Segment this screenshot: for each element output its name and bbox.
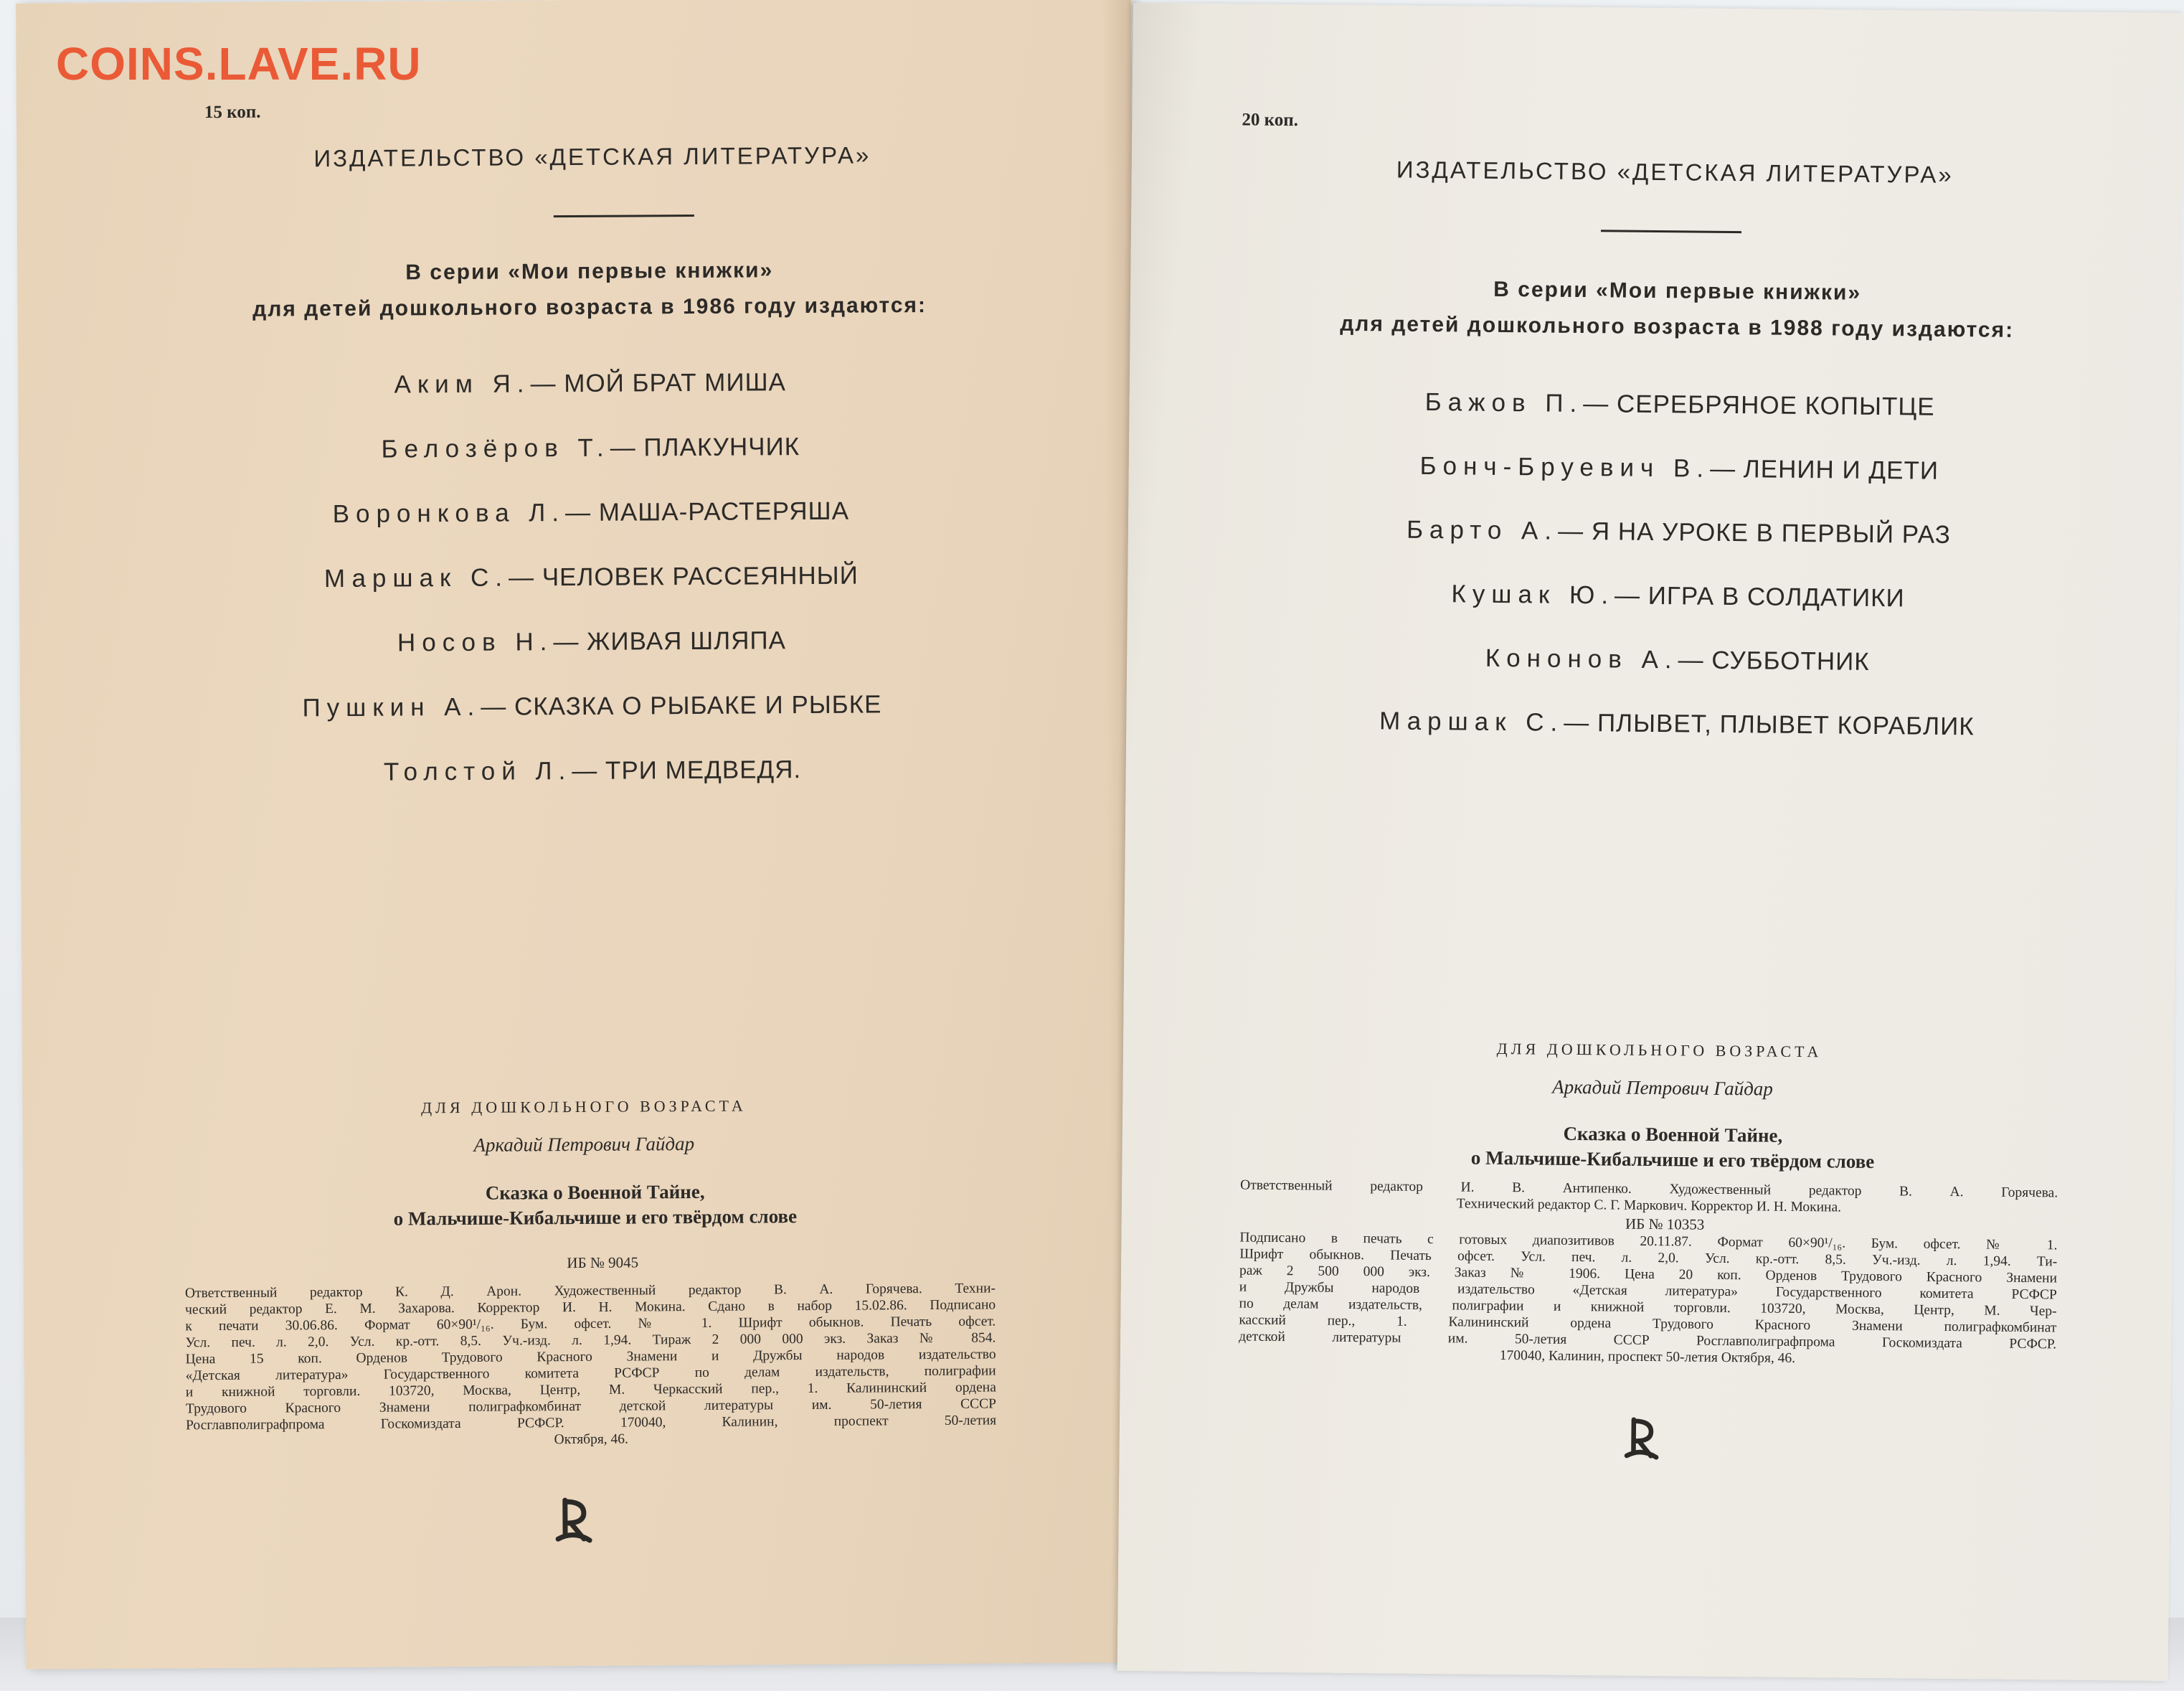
- book-author: Кононов А.: [1485, 644, 1678, 674]
- series-subtitle: для детей дошкольного возраста в 1988 году издаются:: [1340, 311, 2015, 342]
- book-author: Пушкин А.: [302, 692, 481, 722]
- book-title-line1: Сказка о Военной Тайне,: [1563, 1122, 1783, 1146]
- imprint-line: Шрифт обыкнов. Печать офсет. Усл. печ. л. 2,0. Усл. кр.-отт. 8,5. Уч.-изд. л. 1,94. Ти-: [1239, 1246, 2058, 1270]
- book-author: Кушак Ю.: [1451, 580, 1615, 610]
- publisher-logo-icon: [552, 1496, 595, 1546]
- imprint-line: и Дружбы народов издательство «Детская литература» Государственного комитета РСФСР: [1239, 1279, 2057, 1303]
- imprint-block: [185, 1280, 996, 1450]
- imprint-line: к печати 30.06.86. Формат 60×90¹/₁₆. Бум. офсет. № 1. Шрифт обыкнов. Печать офсет.: [185, 1314, 996, 1334]
- series-title: В серии «Мои первые книжки»: [1493, 277, 1862, 305]
- imprint-line: «Детская литература» Государственного комитета РСФСР по делам издательств, полиграфии: [185, 1363, 996, 1384]
- book-title-line2: о Мальчише-Кибальчише и его твёрдом слове: [1470, 1146, 1875, 1172]
- imprint-line: Октября, 46.: [554, 1431, 628, 1448]
- publisher-logo-icon: [1622, 1416, 1663, 1464]
- series-subtitle: для детей дошкольного возраста в 1986 году издаются:: [252, 293, 927, 321]
- book-entry: [20, 753, 1135, 788]
- book-author: Толстой Л.: [383, 757, 572, 786]
- imprint-line: Трудового Красного Знамени полиграфкомбинат детской литературы им. 50-летия СССР: [185, 1396, 997, 1417]
- book-entry: [19, 624, 1135, 659]
- age-label: ДЛЯ ДОШКОЛЬНОГО ВОЗРАСТА: [420, 1096, 747, 1117]
- imprint-line: 170040, Калинин, проспект 50-летия Октября, 46.: [1499, 1347, 1796, 1366]
- imprint-line: Технический редактор С. Г. Маркович. Корректор И. Н. Мокина.: [1456, 1196, 1842, 1215]
- book-title: — ПЛАКУНЧИК: [610, 433, 800, 462]
- book-entry: [1128, 577, 2178, 616]
- book-entry: [1129, 385, 2180, 424]
- book-author: Маршак С.: [1379, 707, 1564, 737]
- imprint-line: Усл. печ. л. 2,0. Усл. кр.-отт. 8,5. Уч.-изд. л. 1,94. Тираж 2 000 000 экз. Заказ № 854.: [185, 1330, 996, 1351]
- ib-number: ИБ № 9045: [567, 1253, 639, 1272]
- price: 15 коп.: [204, 102, 261, 123]
- divider-rule: [554, 215, 694, 217]
- book-author: Аким Я.: [394, 369, 531, 399]
- divider-rule: [1601, 230, 1741, 233]
- author-name: Аркадий Петрович Гайдар: [1552, 1075, 1773, 1100]
- series-title: В серии «Мои первые книжки»: [405, 258, 774, 285]
- imprint-line: раж 2 500 000 экз. Заказ № 1906. Цена 20 коп. Орденов Трудового Красного Знамени: [1239, 1263, 2058, 1286]
- book-entry: [1129, 449, 2180, 488]
- imprint-line: детской литературы им. 50-летия СССР Росглавполиграфпрома Госкомиздата РСФСР.: [1239, 1329, 2057, 1352]
- imprint-line: Цена 15 коп. Орденов Трудового Красного Знамени и Дружбы народов издательство: [185, 1347, 996, 1367]
- book-entry: [19, 560, 1135, 595]
- imprint-line: касский пер., 1. Калининский ордена Трудового Красного Знамени полиграфкомбинат: [1239, 1312, 2057, 1336]
- imprint-line: ческий редактор Е. М. Захарова. Корректор И. Н. Мокина. Сдано в набор 15.02.86. Подписано: [185, 1297, 996, 1318]
- imprint-credits: [1240, 1177, 2058, 1218]
- book-title: — ИГРА В СОЛДАТИКИ: [1614, 581, 1905, 613]
- book-author: Бонч-Бруевич В.: [1419, 451, 1711, 483]
- author-name: Аркадий Петрович Гайдар: [473, 1133, 695, 1156]
- watermark: COINS.LAVE.RU: [56, 38, 422, 90]
- book-author: Белозёров Т.: [381, 433, 610, 463]
- imprint-line: и книжной торговли. 103720, Москва, Центр, М. Черкасский пер., 1. Калининский ордена: [185, 1380, 996, 1400]
- book-entry: [1128, 513, 2179, 552]
- left-page: [16, 0, 1141, 1669]
- book-title: — ТРИ МЕДВЕДЯ.: [572, 755, 802, 786]
- book-title: — ЖИВАЯ ШЛЯПА: [553, 626, 787, 656]
- price: 20 коп.: [1242, 110, 1299, 131]
- right-page: [1117, 3, 2184, 1681]
- book-author: Барто А.: [1406, 515, 1559, 545]
- imprint-block: [1239, 1230, 2058, 1370]
- publisher: ИЗДАТЕЛЬСТВО «ДЕТСКАЯ ЛИТЕРАТУРА»: [1396, 156, 1954, 188]
- book-entry: [19, 430, 1134, 466]
- book-title-line2: о Мальчише-Кибальчише и его твёрдом слове: [393, 1205, 798, 1230]
- book-title: — ПЛЫВЕТ, ПЛЫВЕТ КОРАБЛИК: [1564, 708, 1975, 741]
- ib-number: ИБ № 10353: [1625, 1215, 1705, 1233]
- book-title: — СУББОТНИК: [1678, 646, 1870, 676]
- book-author: Носов Н.: [397, 628, 554, 657]
- book-entry: [1126, 705, 2177, 743]
- book-entry: [19, 495, 1134, 530]
- imprint-line: Ответственный редактор К. Д. Арон. Художественный редактор В. А. Горячева. Техни-: [184, 1281, 996, 1301]
- book-author: Воронкова Л.: [332, 499, 566, 529]
- imprint-line: Подписано в печать с готовых диапозитивов 20.11.87. Формат 60×90¹/₁₆. Бум. офсет. № 1.: [1239, 1230, 2058, 1253]
- book-entry: [18, 366, 1133, 401]
- book-title: — МОЙ БРАТ МИША: [530, 368, 787, 398]
- book-title-line1: Сказка о Военной Тайне,: [485, 1180, 705, 1204]
- book-title: — МАША-РАСТЕРЯША: [564, 496, 850, 527]
- book-title: — СЕРЕБРЯНОЕ КОПЫТЦЕ: [1583, 390, 1935, 421]
- book-author: Маршак С.: [323, 563, 509, 593]
- book-title: — ЧЕЛОВЕК РАССЕЯННЫЙ: [508, 561, 859, 592]
- publisher: ИЗДАТЕЛЬСТВО «ДЕТСКАЯ ЛИТЕРАТУРА»: [313, 141, 871, 172]
- book-title: — ЛЕНИН И ДЕТИ: [1709, 454, 1939, 485]
- book-entry: [1127, 641, 2178, 679]
- imprint-line: Ответственный редактор И. В. Антипенко. Художественный редактор В. А. Горячева.: [1240, 1177, 2058, 1201]
- imprint-line: Росглавполиграфпрома Госкомиздата РСФСР. 170040, Калинин, проспект 50-летия: [186, 1413, 997, 1433]
- imprint-line: по делам издательств, полиграфии и книжной торговли. 103720, Москва, Центр, М. Чер-: [1239, 1296, 2057, 1319]
- book-author: Бажов П.: [1424, 387, 1584, 418]
- book-title: — Я НА УРОКЕ В ПЕРВЫЙ РАЗ: [1557, 517, 1952, 549]
- book-entry: [20, 689, 1135, 724]
- age-label: ДЛЯ ДОШКОЛЬНОГО ВОЗРАСТА: [1496, 1039, 1823, 1061]
- book-title: — СКАЗКА О РЫБАКЕ И РЫБКЕ: [481, 690, 882, 721]
